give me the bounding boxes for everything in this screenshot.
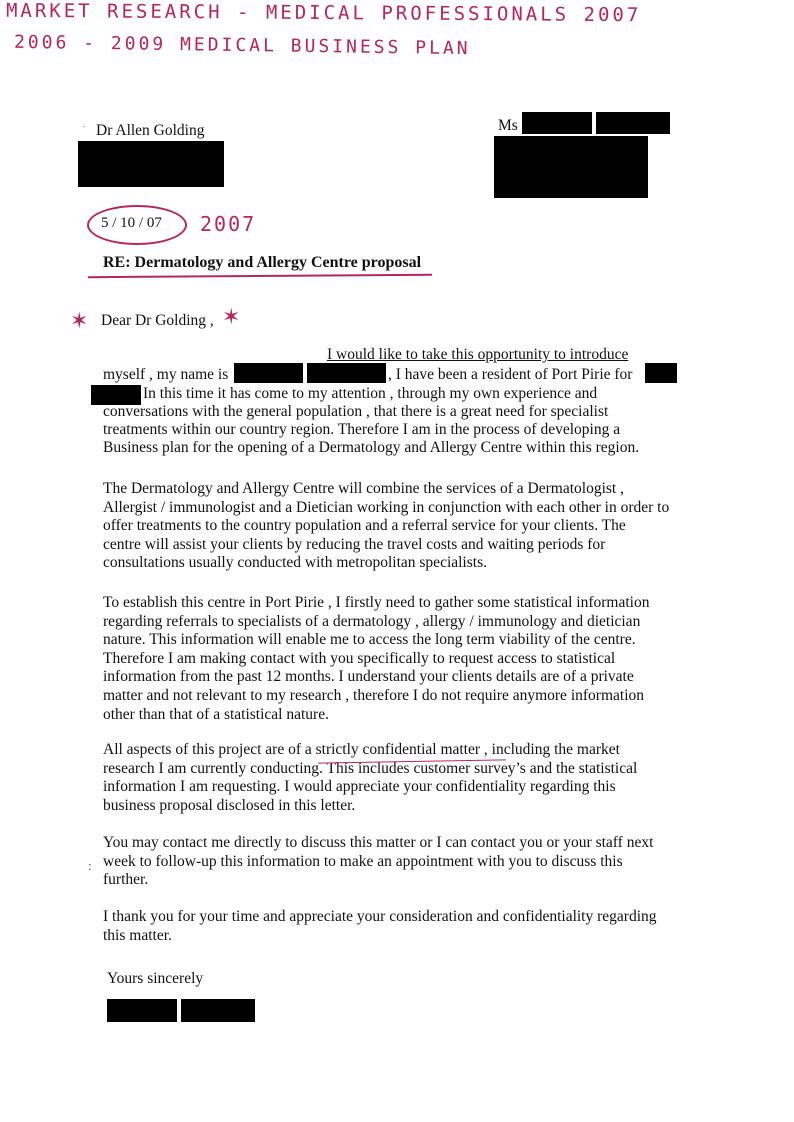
salutation: Dear Dr Golding , <box>101 312 214 329</box>
body-p3-line: regarding referrals to specialists of a dermatology , allergy / immunology and dietician <box>103 612 641 630</box>
handwritten-header-line-2: 2006 - 2009 MEDICAL BUSINESS PLAN <box>13 31 471 60</box>
body-p6-line: I thank you for your time and appreciate your consideration and confidentiality regarding <box>103 908 657 925</box>
star-mark-right: ✶ <box>222 305 241 330</box>
body-p5-line: week to follow-up this information to make an appointment with you to discuss this <box>103 852 623 870</box>
body-paragraph-4 <box>103 741 703 815</box>
redacted-signature-surname <box>181 999 255 1022</box>
sender-title: Ms <box>498 117 518 134</box>
body-p1-line-5: treatments within our country region. Therefore I am in the process of developing a <box>103 421 621 438</box>
body-p2-line: centre will assist your clients by reducing the travel costs and waiting periods for <box>103 535 606 553</box>
redacted-sender-address <box>494 136 648 198</box>
body-p2-line: The Dermatology and Allergy Centre will combine the services of a Dermatologist , <box>103 480 624 497</box>
scan-speck: : <box>88 858 92 873</box>
body-p5-line: further. <box>103 871 149 889</box>
handwritten-header-line-1: MARKET RESEARCH - MEDICAL PROFESSIONALS 2007 <box>5 0 642 27</box>
body-paragraph-3 <box>103 594 703 724</box>
body-p1-line-4: conversations with the general population , that there is a great need for specialist <box>103 403 609 420</box>
body-p3-line: To establish this centre in Port Pirie , I firstly need to gather some statistical information <box>103 594 650 611</box>
redacted-residence-duration <box>645 363 677 383</box>
body-p3-line: other than that of a statistical nature. <box>103 705 329 723</box>
body-p3-line: matter and not relevant to my research , therefore I do not require anymore information <box>103 686 644 704</box>
body-paragraph-6 <box>103 908 703 945</box>
redacted-recipient-address <box>78 141 224 187</box>
body-p2-line: offer treatments to the country population and a referral service for your clients. The <box>103 517 626 535</box>
letter-date: 5 / 10 / 07 <box>101 215 162 231</box>
body-p1-line-2b: , I have been a resident of Port Pirie for <box>388 366 633 383</box>
subject-line: RE: Dermatology and Allergy Centre proposal <box>103 254 422 271</box>
body-p4-line: All aspects of this project are of a strictly confidential matter , including the market <box>103 741 620 758</box>
redacted-author-first-name <box>234 363 303 383</box>
body-paragraph-5 <box>103 834 703 890</box>
redacted-sender-surname <box>596 112 670 134</box>
body-p3-line: Therefore I am making contact with you specifically to request access to statistical <box>103 649 616 667</box>
body-p4-line: research I am currently conducting. This includes customer survey’s and the statistical <box>103 759 638 777</box>
body-p2-line: consultations usually conducted with metropolitan specialists. <box>103 554 487 572</box>
body-p5-line: You may contact me directly to discuss this matter or I can contact you or your staff next <box>103 834 654 851</box>
subject-underline <box>88 274 432 278</box>
body-p3-line: information from the past 12 months. I understand your clients details are of a private <box>103 668 634 686</box>
redacted-residence-duration-cont <box>91 385 141 405</box>
body-p1-line-2a: myself , my name is <box>103 366 229 383</box>
body-paragraph-2 <box>103 480 703 573</box>
body-p4-line: business proposal disclosed in this letter. <box>103 796 356 814</box>
handwritten-year: 2007 <box>200 212 257 236</box>
body-p3-line: nature. This information will enable me to access the long term viability of the centre. <box>103 631 636 649</box>
recipient-name: Dr Allen Golding <box>96 122 205 139</box>
scan-speck: · <box>82 122 86 133</box>
body-p1-line-6: Business plan for the opening of a Dermatology and Allergy Centre within this region. <box>103 439 640 456</box>
redacted-author-surname <box>307 363 386 383</box>
redacted-sender-first-name <box>522 112 592 134</box>
body-p1-line-3: In this time it has come to my attention , through my own experience and <box>143 385 598 402</box>
body-p1-line-1: I would like to take this opportunity to introduce <box>327 346 629 363</box>
closing: Yours sincerely <box>107 970 204 987</box>
redacted-signature-first-name <box>107 999 177 1022</box>
body-p2-line: Allergist / immunologist and a Dietician working in conjunction with each other in order to <box>103 498 670 516</box>
star-mark-left: ✶ <box>70 309 89 334</box>
body-p6-line: this matter. <box>103 926 172 944</box>
body-p4-line: information I am requesting. I would appreciate your confidentiality regarding this <box>103 778 616 796</box>
